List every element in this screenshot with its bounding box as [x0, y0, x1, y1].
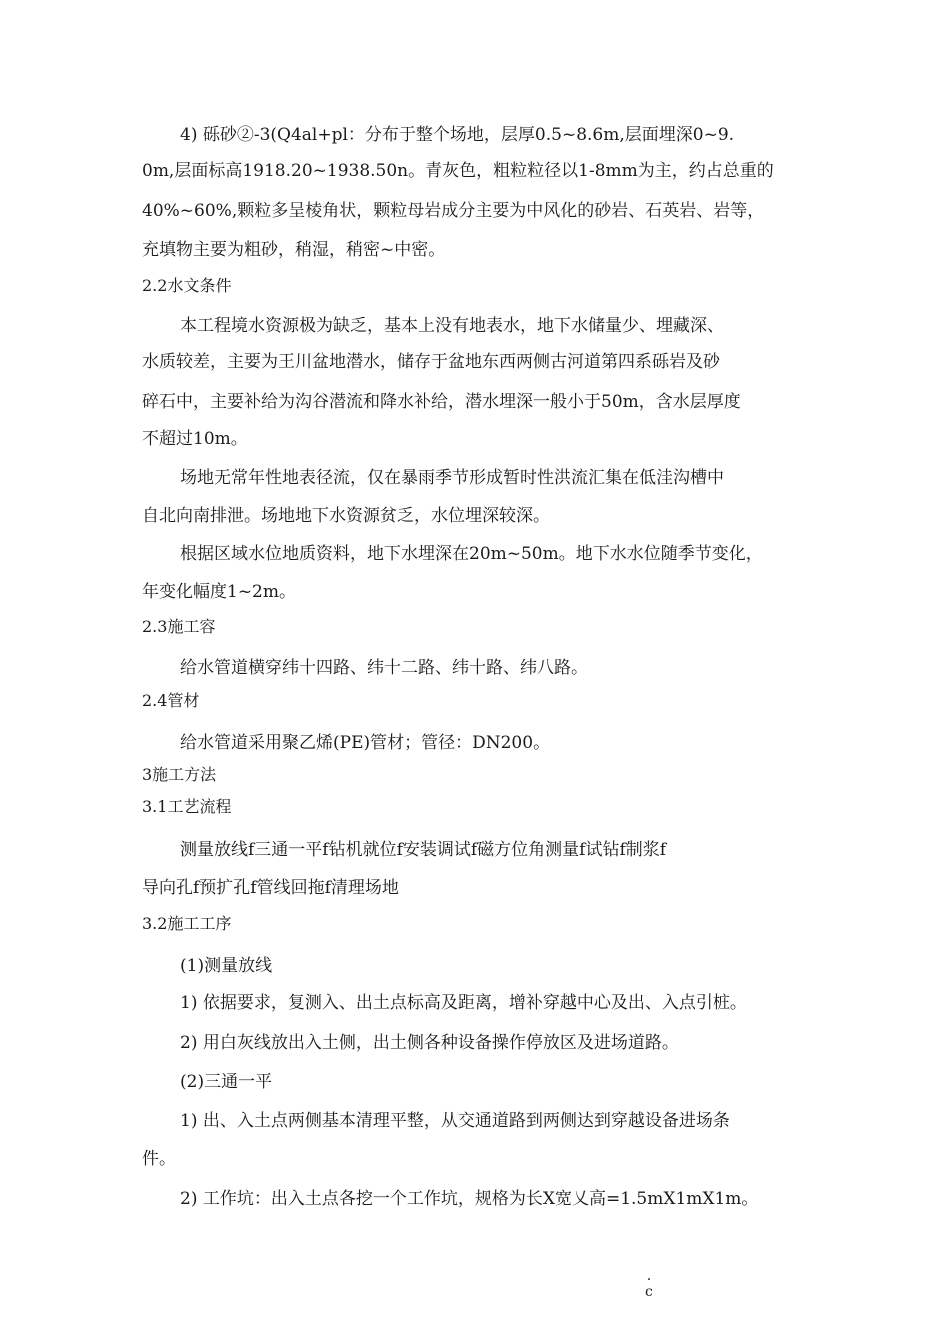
paragraph-line: 自北向南排泄。场地地下水资源贫乏，水位埋深较深。 [142, 506, 550, 526]
paragraph-line: 导向孔f预扩孔f管线回拖f清理场地 [142, 878, 399, 898]
section-heading: 2.4管材 [142, 691, 200, 710]
paragraph-line: 40%~60%,颗粒多呈棱角状，颗粒母岩成分主要为中风化的砂岩、石英岩、岩等， [142, 201, 765, 221]
paragraph-line: 碎石中，主要补给为沟谷潜流和降水补给，潜水埋深一般小于50m，含水层厚度 [142, 392, 741, 412]
paragraph-line: 给水管道横穿纬十四路、纬十二路、纬十路、纬八路。 [180, 658, 588, 678]
paragraph-line: 充填物主要为粗砂，稍湿，稍密~中密。 [142, 240, 446, 260]
list-item: (2)三通一平 [180, 1072, 273, 1092]
paragraph-line: 4) 砾砂②-3(Q4al+pl：分布于整个场地，层厚0.5~8.6m,层面埋深0~9. [180, 125, 735, 145]
section-heading: 3.1工艺流程 [142, 797, 232, 816]
page-footer-mark: . c [645, 1268, 653, 1300]
paragraph-line: 根据区域水位地质资料，地下水埋深在20m~50m。地下水水位随季节变化， [180, 544, 763, 564]
list-item: 1) 出、入土点两侧基本清理平整，从交通道路到两侧达到穿越设备进场条 [180, 1111, 730, 1131]
paragraph-line: 场地无常年性地表径流，仅在暴雨季节形成暂时性洪流汇集在低洼沟槽中 [180, 468, 724, 488]
section-heading: 2.2水文条件 [142, 276, 232, 295]
paragraph-line: 0m,层面标高1918.20~1938.50n。青灰色，粗粒粒径以1-8mm为主，约占总重的 [142, 161, 774, 181]
list-item: 2) 用白灰线放出入土侧，出土侧各种设备操作停放区及进场道路。 [180, 1033, 679, 1053]
paragraph-line: 年变化幅度1~2m。 [142, 582, 296, 602]
paragraph-line: 给水管道采用聚乙烯(PE)管材；管径：DN200。 [180, 733, 551, 753]
list-item: (1)测量放线 [180, 956, 273, 976]
paragraph-line: 不超过10m。 [142, 429, 248, 449]
section-heading: 3施工方法 [142, 765, 217, 784]
section-heading: 2.3施工容 [142, 617, 216, 636]
paragraph-line: 水质较差，主要为王川盆地潜水，储存于盆地东西两侧古河道第四系砾岩及砂 [142, 352, 720, 372]
section-heading: 3.2施工工序 [142, 914, 232, 933]
list-item: 1) 依据要求，复测入、出土点标高及距离，增补穿越中心及出、入点引桩。 [180, 993, 747, 1013]
list-item: 2) 工作坑：出入土点各挖一个工作坑，规格为长X宽乂高=1.5mX1mX1m。 [180, 1189, 759, 1209]
paragraph-line: 本工程境水资源极为缺乏，基本上没有地表水，地下水储量少、埋藏深、 [180, 316, 724, 336]
paragraph-line: 测量放线f三通一平f钻机就位f安装调试f磁方位角测量f试钻f制浆f [180, 840, 667, 860]
paragraph-line: 件。 [142, 1149, 176, 1169]
